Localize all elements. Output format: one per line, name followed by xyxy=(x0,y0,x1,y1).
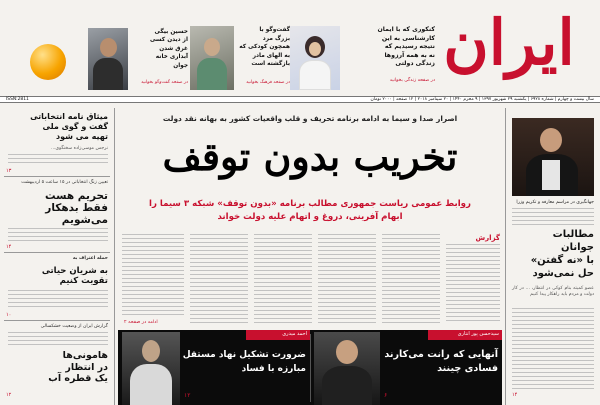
teaser-2[interactable] xyxy=(190,24,290,92)
left-item-1-title[interactable]: میثاق نامه انتخاباتی گفت و گوی ملی تهیه می شود xyxy=(30,112,108,141)
feature-right-author: احمد میدری xyxy=(282,331,307,337)
feature-left-title[interactable]: آنهایی که رانت می‌کارند فسادی چینند xyxy=(384,349,498,374)
right-headline[interactable]: مطالبات جوانان با «نه گفتن» حل نمی‌شود xyxy=(530,229,594,279)
feature-left-author: سیدحسن پور انتاری xyxy=(457,331,499,337)
right-caption: جهانگیری در مراسم معارفه و تکریم وزرا xyxy=(516,200,594,205)
right-photo xyxy=(512,118,594,196)
right-body: عضو کمیته بنام کوکی در انتظار، ... در کار دولت و مردم باید راهکار پیدا کنیم xyxy=(512,286,594,298)
teaser-2-link[interactable]: در صفحه فرهنگ بخوانید xyxy=(246,80,290,85)
feature-right-author-strip xyxy=(246,330,310,340)
left-item-4-title[interactable]: هامونی‌ها در انتظار یک قطره آب xyxy=(48,350,108,384)
left-item-1-page: ۱۳ xyxy=(6,168,12,174)
feature-left-page: ۶ xyxy=(384,392,388,399)
left-column xyxy=(4,110,110,405)
feature-left[interactable] xyxy=(310,330,502,405)
left-item-4-kicker: گزارش ایران از وضعیت خشکسالی xyxy=(40,324,108,329)
feature-left-author-strip xyxy=(428,330,502,340)
main-subhead: روابط عمومی ریاست جمهوری مطالب برنامه «بدون توقف» شبکه ۳ سیما را ابهام آفرینی، دروغ و اتهام علیه دولت خواند xyxy=(149,199,471,222)
emblem-sphere xyxy=(30,44,66,80)
main-story[interactable] xyxy=(118,108,502,330)
teaser-1[interactable] xyxy=(290,24,435,92)
left-item-2-title[interactable]: تحریم هست فقط بدهکار می‌شویم xyxy=(45,190,108,226)
teaser-2-text: گفت‌وگو با بزرگ مرد همچون کودکی که به الهای مادر بازگشته است xyxy=(239,27,290,68)
teaser-1-link[interactable]: در صفحه زندگی بخوانید xyxy=(389,78,435,83)
right-column xyxy=(508,110,598,405)
teaser-2-photo xyxy=(190,26,234,90)
masthead-logo: ایران xyxy=(443,6,575,79)
feature-right-page: ۱۲ xyxy=(184,392,191,399)
main-more[interactable]: ادامه در صفحه ۲ xyxy=(124,320,158,325)
right-page: ۱۴ xyxy=(512,392,518,398)
feature-right[interactable] xyxy=(118,330,310,405)
left-item-2-page: ۱۴ xyxy=(6,244,12,250)
dateline-bar xyxy=(0,96,600,103)
teaser-3-link[interactable]: در صفحه گفت‌وگو بخوانید xyxy=(141,80,188,85)
left-item-3-page: ۱۰ xyxy=(6,312,12,318)
feature-right-photo xyxy=(122,332,180,405)
feature-left-photo xyxy=(314,332,380,405)
teaser-3[interactable] xyxy=(88,24,188,92)
left-item-3-kicker: حمله اعتراف به xyxy=(72,256,108,261)
left-item-2-kicker: تعیین زنگ انتخاباتی در ۱۵ ساعت ۵ اردیبهشت xyxy=(21,180,108,185)
report-label: گزارش xyxy=(475,234,500,242)
teaser-3-photo xyxy=(88,28,128,90)
left-item-4-page: ۱۲ xyxy=(6,392,12,398)
dateline: سال بیست و چهارم | شماره ۶۹۲۸ | یکشنبه ۲۹ شهریور ۱۳۹۷ | ۹ محرم ۱۴۴۰ | ۲۰ سپتامبر ۲۰۱۸ | ۱۲ صفحه | ۲۰۰۰ تومان xyxy=(370,97,594,102)
left-item-1-body: نرجس موسی‌زاده سخنگوی... xyxy=(51,146,108,151)
teaser-1-text: کنکوری که با ایمان کارشناسی به این نتیجه رسیدیم که نه به همه آرزوها زندگی دولتی xyxy=(377,26,435,68)
teaser-3-text: حسین بیگی از دیدن کسی غرق شدن آبداری خانه جوان xyxy=(150,29,188,69)
main-kicker: اصرار صدا و سیما به ادامه برنامه تحریف و قلب واقعیات کشور به بهانه نقد دولت xyxy=(162,114,458,123)
left-item-3-title[interactable]: به شریان حیاتی تقویت کنیم xyxy=(41,266,108,286)
issn: ISSN:2811 xyxy=(6,97,29,102)
feature-right-title[interactable]: ضرورت تشکیل نهاد مستقل مبارزه با فساد xyxy=(182,350,306,374)
teaser-1-photo xyxy=(290,26,340,90)
main-headline[interactable]: تخریب بدون توقف xyxy=(162,134,458,179)
